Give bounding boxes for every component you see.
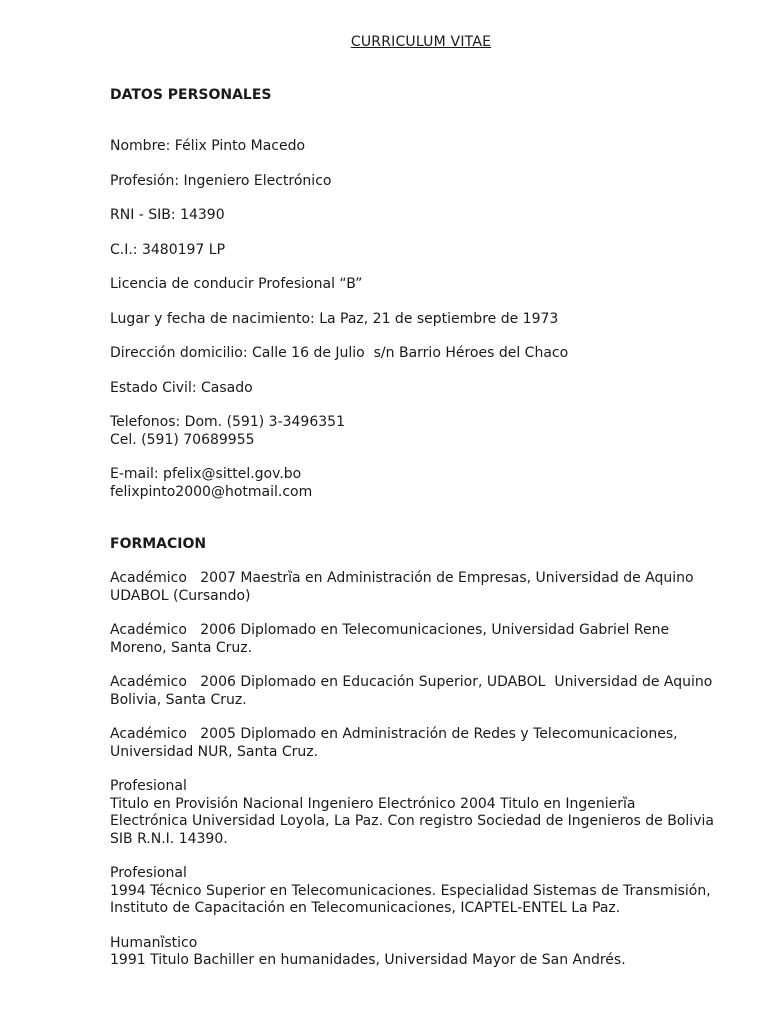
entry-line: Instituto de Capacitación en Telecomunicaciones, ICAPTEL-ENTEL La Paz. (110, 900, 621, 916)
entry-line: Académico 2006 Diplomado en Telecomunicaciones, Universidad Gabriel Rene (110, 622, 670, 638)
entry-label: Profesional (110, 778, 187, 794)
entry-label: Profesional (110, 865, 187, 881)
field-direccion: Dirección domicilio: Calle 16 de Julio s/n Barrio Héroes del Chaco (110, 345, 569, 361)
entry-line: Titulo en Provisión Nacional Ingeniero Electrónico 2004 Titulo en Ingenierȉa (110, 795, 636, 812)
field-nombre: Nombre: Félix Pinto Macedo (110, 138, 306, 154)
section-heading-formacion: FORMACION (110, 536, 207, 552)
formacion-entry (110, 570, 740, 605)
entry-line: Moreno, Santa Cruz. (110, 639, 253, 656)
field-profesion: Profesión: Ingeniero Electrónico (110, 172, 332, 189)
field-licencia: Licencia de conducir Profesional “B” (110, 276, 363, 292)
field-ci: C.I.: 3480197 LP (110, 241, 226, 258)
entry-line: Bolivia, Santa Cruz. (110, 691, 247, 708)
entry-line: Académico 2005 Diplomado en Administración de Redes y Telecomunicaciones, (110, 726, 678, 742)
field-telefono-dom: Telefonos: Dom. (591) 3-3496351 (110, 414, 345, 430)
entry-line: 1991 Titulo Bachiller en humanidades, Universidad Mayor de San Andrés. (110, 952, 626, 968)
entry-line: UDABOL (Cursando) (110, 587, 251, 604)
entry-line: Electrónica Universidad Loyola, La Paz. Con registro Sociedad de Ingenieros de Bolivia (110, 813, 714, 829)
entry-label: Humanȉstico (110, 934, 198, 951)
section-heading-datos-personales: DATOS PERSONALES (110, 87, 272, 103)
field-rni-sib: RNI - SIB: 14390 (110, 207, 225, 223)
field-nacimiento: Lugar y fecha de nacimiento: La Paz, 21 de septiembre de 1973 (110, 310, 559, 327)
field-estado-civil: Estado Civil: Casado (110, 379, 253, 396)
formacion-entry (110, 674, 740, 709)
formacion-profesional-entry (110, 865, 740, 918)
field-telefono-cel: Cel. (591) 70689955 (110, 431, 255, 448)
entry-line: Universidad NUR, Santa Cruz. (110, 743, 319, 760)
document-title: CURRICULUM VITAE (350, 34, 492, 50)
formacion-profesional-entry (110, 778, 740, 848)
field-email: E-mail: pfelix@sittel.gov.bo (110, 466, 302, 482)
entry-line: Académico 2006 Diplomado en Educación Superior, UDABOL Universidad de Aquino (110, 674, 713, 690)
formacion-entry (110, 622, 740, 657)
formacion-entry (110, 726, 740, 761)
entry-line: SIB R.N.I. 14390. (110, 830, 228, 847)
entry-line: 1994 Técnico Superior en Telecomunicaciones. Especialidad Sistemas de Transmisión, (110, 882, 711, 899)
field-email-alt: felixpinto2000@hotmail.com (110, 483, 313, 500)
entry-line: Académico 2007 Maestrȉa en Administración de Empresas, Universidad de Aquino (110, 570, 694, 586)
formacion-humanistico-entry (110, 935, 740, 970)
document-body (110, 86, 740, 970)
